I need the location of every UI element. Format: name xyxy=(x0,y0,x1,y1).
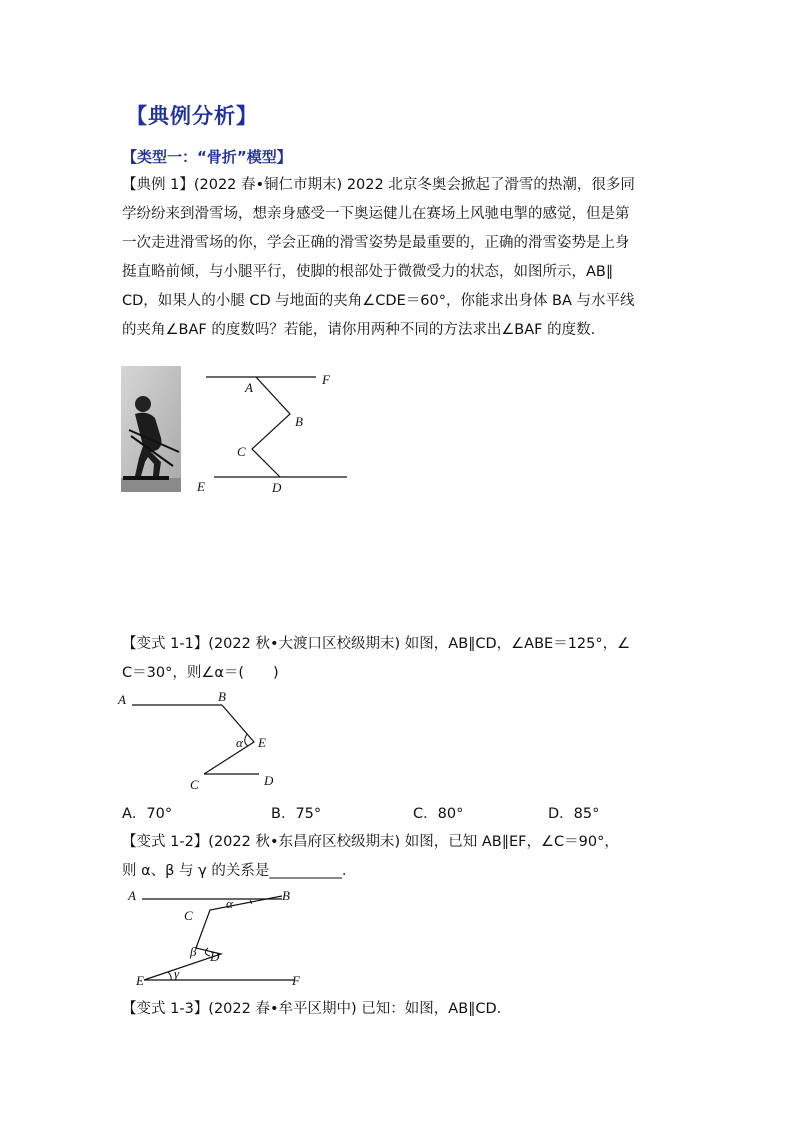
text-line: 的夹角∠BAF 的度数吗？若能，请你用两种不同的方法求出∠BAF 的度数. xyxy=(122,322,596,338)
label-e: E xyxy=(258,735,266,750)
option-a[interactable]: A．70° xyxy=(122,806,173,822)
label-alpha: α xyxy=(226,896,233,911)
option-b[interactable]: B．75° xyxy=(271,806,322,822)
label-e: E xyxy=(197,479,205,494)
option-c[interactable]: C．80° xyxy=(413,806,464,822)
label-d: D xyxy=(264,773,274,788)
label-alpha: α xyxy=(236,735,243,750)
label-beta: β xyxy=(190,944,197,959)
label-gamma: γ xyxy=(174,966,180,981)
option-d[interactable]: D．85° xyxy=(548,806,600,822)
angle-arc-gamma xyxy=(168,972,171,980)
example1-figure xyxy=(192,368,362,496)
polyline-bec xyxy=(204,705,254,774)
text-line: CD，如果人的小腿 CD 与地面的夹角∠CDE＝60°，你能求出身体 BA 与水平线 xyxy=(122,293,635,309)
label-d: D xyxy=(210,949,220,964)
text-line: 【典例 1】(2022 春•铜仁市期末) 2022 北京冬奥会掀起了滑雪的热潮，很多同 xyxy=(122,177,635,193)
label-c: C xyxy=(237,444,246,459)
variant12-text xyxy=(122,828,682,886)
label-b: B xyxy=(218,689,226,704)
variant11-figure xyxy=(116,688,286,796)
label-b: B xyxy=(282,888,290,903)
text-line: 【变式 1-2】(2022 秋•东昌府区校级期末) 如图，已知 AB∥EF，∠C＝90°， xyxy=(122,834,619,850)
variant13-text xyxy=(122,995,682,1024)
text-line: C＝30°，则∠α＝( ) xyxy=(122,665,279,681)
text-line: 【变式 1-3】(2022 春•牟平区期中) 已知：如图，AB∥CD. xyxy=(122,1001,502,1017)
label-f: F xyxy=(322,372,330,387)
label-f: F xyxy=(292,973,300,988)
label-d: D xyxy=(272,480,282,495)
text-line: 则 α、β 与 γ 的关系是__________. xyxy=(122,863,347,879)
label-a: A xyxy=(128,888,136,903)
label-b: B xyxy=(295,414,303,429)
variant11-text xyxy=(122,630,682,688)
label-c: C xyxy=(184,908,193,923)
label-a: A xyxy=(118,692,126,707)
text-line: 学纷纷来到滑雪场，想亲身感受一下奥运健儿在赛场上风驰电掣的感觉，但是第 xyxy=(122,206,630,222)
variant12-figure xyxy=(116,884,316,990)
text-line: 一次走进滑雪场的你，学会正确的滑雪姿势是最重要的，正确的滑雪姿势是上身 xyxy=(122,235,630,251)
type-heading: 【类型一：“骨折”模型】 xyxy=(122,148,292,166)
zigzag-abcd xyxy=(252,377,290,477)
text-line: 挺直略前倾，与小腿平行，使脚的根部处于微微受力的状态，如图所示，AB∥ xyxy=(122,264,614,280)
angle-arc xyxy=(245,734,248,746)
text-line: 【变式 1-1】(2022 秋•大渡口区校级期末) 如图，AB∥CD，∠ABE＝125°，∠ xyxy=(122,636,631,652)
skier-photo xyxy=(121,366,181,492)
example1-text xyxy=(122,171,682,345)
label-e: E xyxy=(136,973,144,988)
polyline-bcde xyxy=(144,896,282,980)
label-c: C xyxy=(190,777,199,792)
label-a: A xyxy=(245,380,253,395)
section-title: 【典例分析】 xyxy=(126,103,258,128)
